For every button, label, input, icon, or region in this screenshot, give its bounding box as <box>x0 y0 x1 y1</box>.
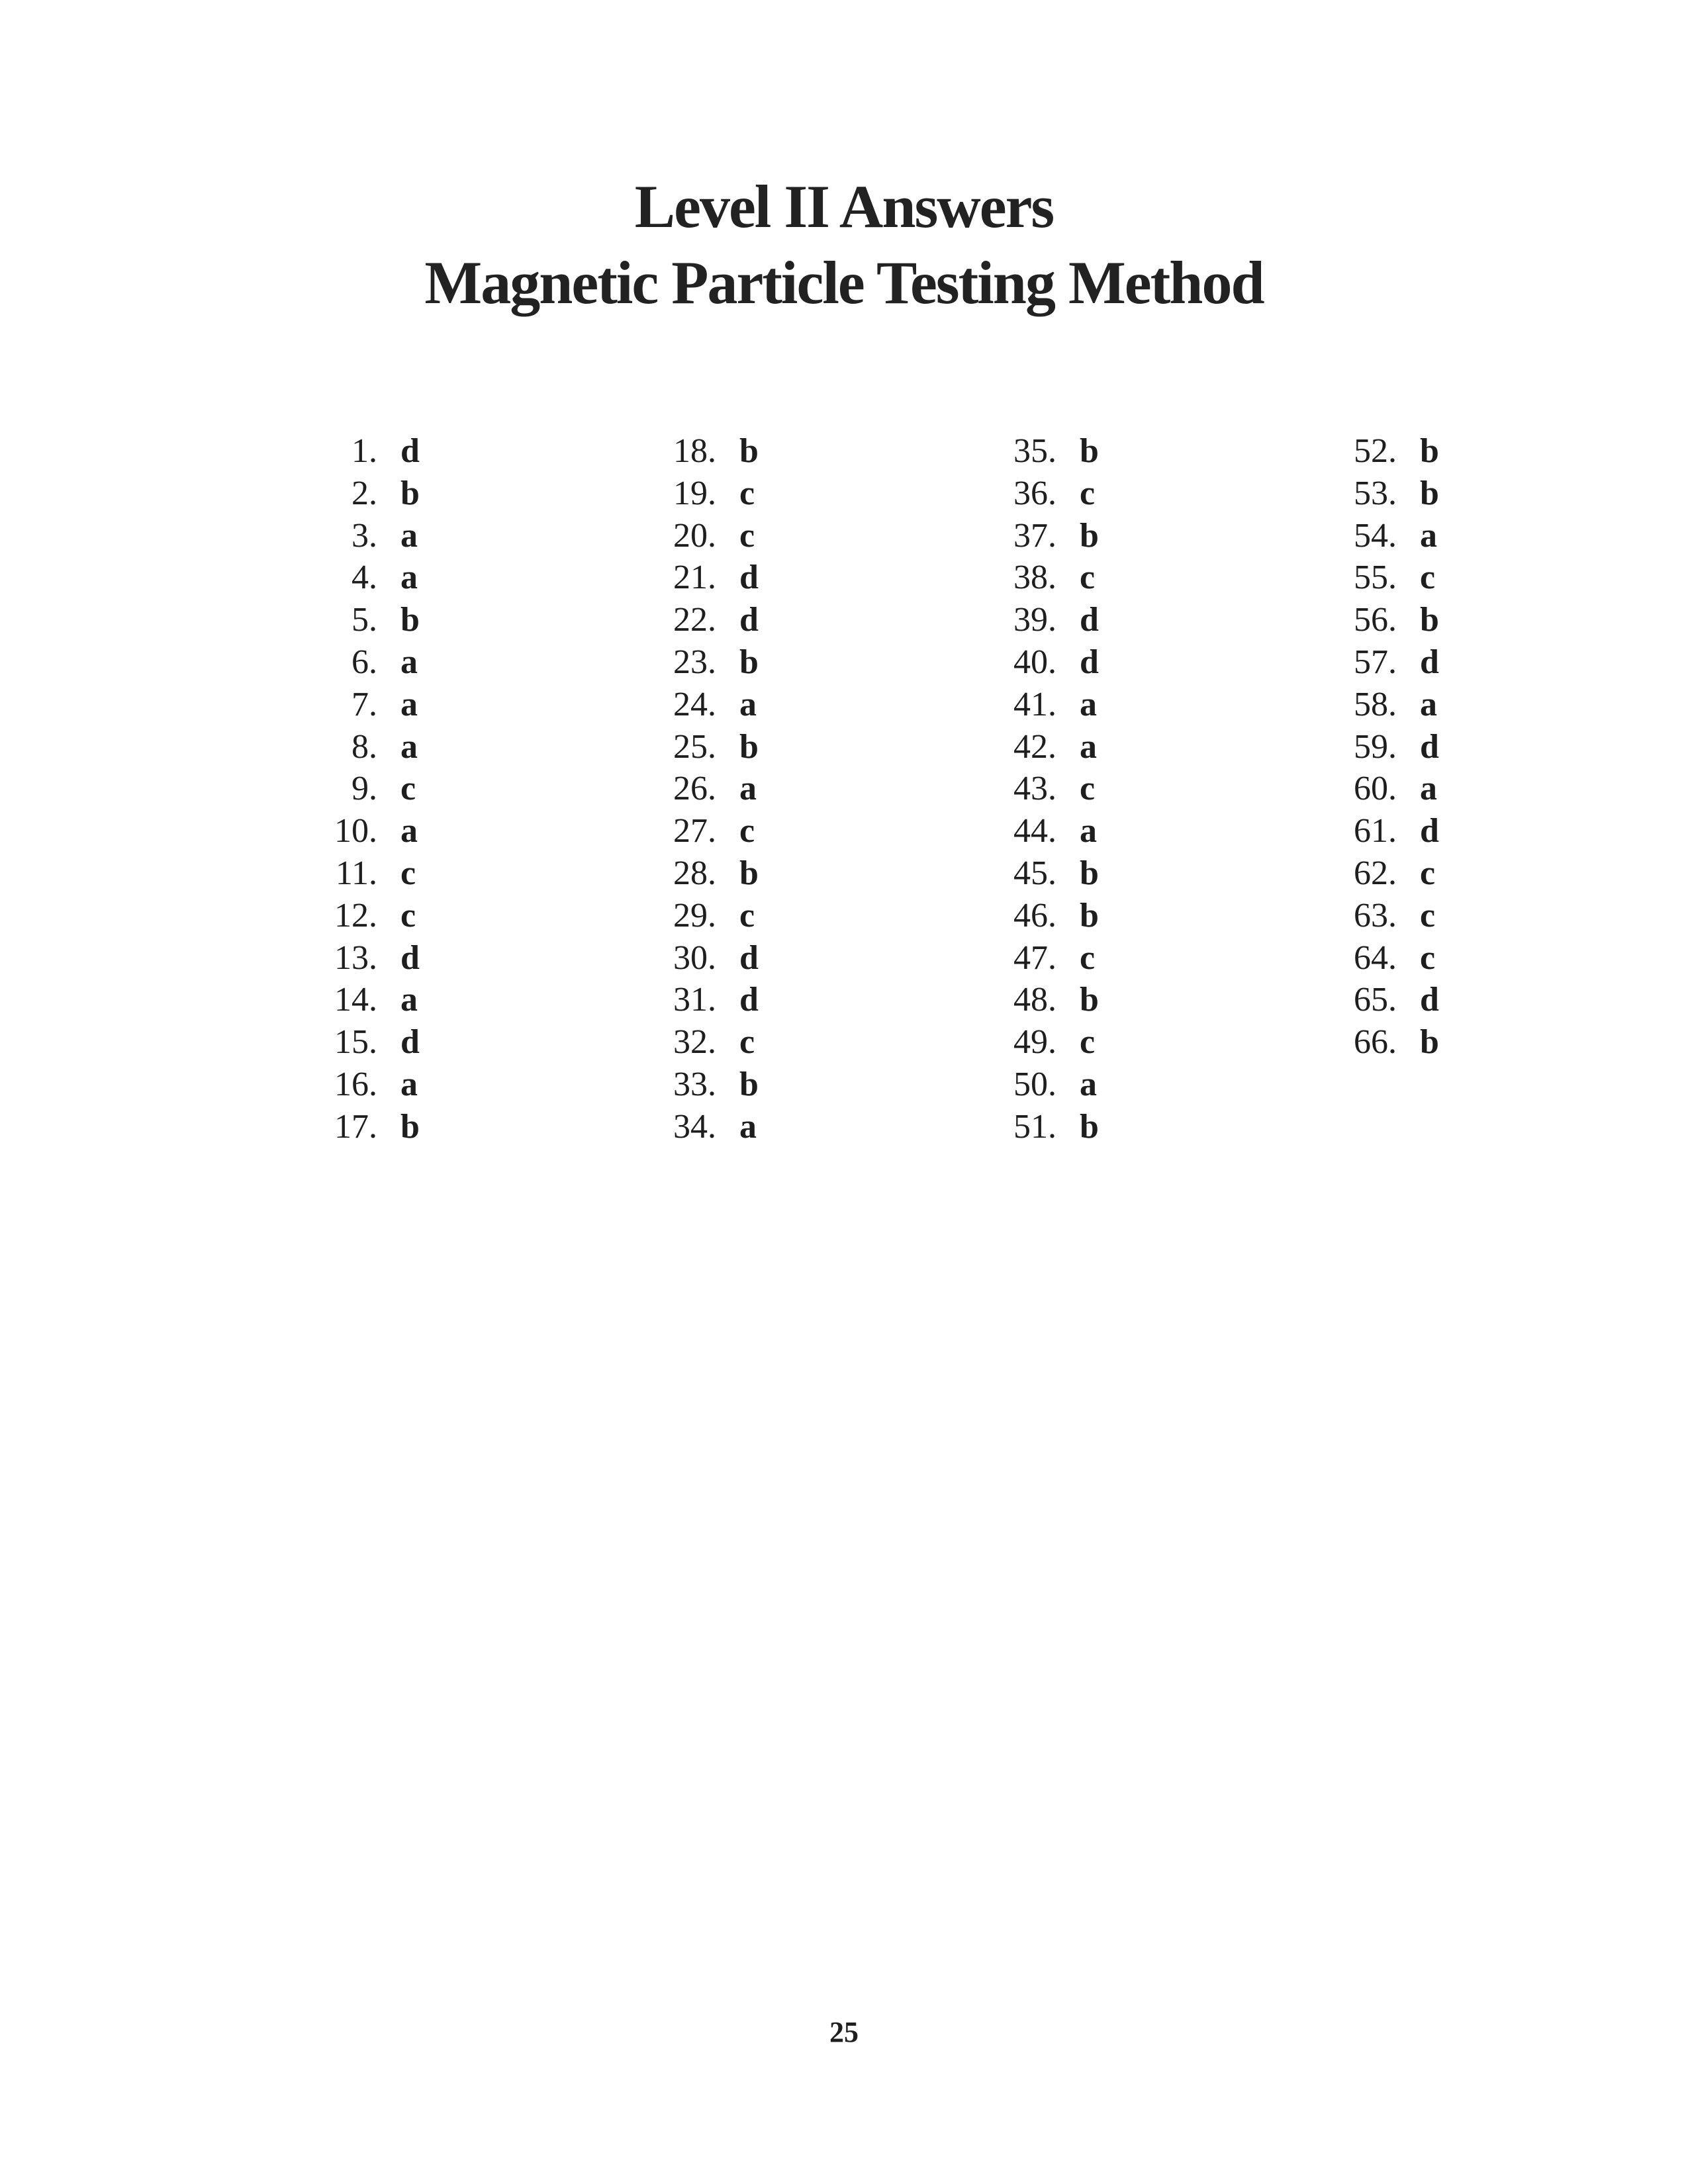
question-number: 42. <box>1013 727 1056 766</box>
question-number: 19. <box>673 474 716 512</box>
question-number: 26. <box>673 770 716 808</box>
answer-row <box>298 726 549 768</box>
answer-row <box>977 1106 1229 1148</box>
answer-letter: b <box>739 432 759 470</box>
answer-row <box>1317 1021 1569 1064</box>
answer-letter: a <box>739 770 757 808</box>
question-number: 54. <box>1354 516 1397 555</box>
question-number: 37. <box>1013 516 1056 555</box>
answer-row <box>637 1106 888 1148</box>
answer-letter: a <box>1080 727 1097 766</box>
question-number: 60. <box>1354 770 1397 808</box>
answer-row <box>637 599 888 641</box>
question-number: 32. <box>673 1023 716 1062</box>
answer-row <box>637 895 888 937</box>
question-number: 15. <box>334 1023 377 1062</box>
answer-letter: a <box>400 559 418 597</box>
answer-row <box>298 557 549 599</box>
answer-letter: a <box>1080 1065 1097 1103</box>
question-number: 13. <box>334 938 377 977</box>
answer-row <box>637 810 888 852</box>
answer-row <box>977 810 1229 852</box>
page-title <box>0 169 1688 321</box>
question-number: 12. <box>334 896 377 934</box>
answer-row <box>298 937 549 979</box>
answer-letter: b <box>1080 432 1099 470</box>
answer-row <box>977 895 1229 937</box>
question-number: 57. <box>1354 643 1397 681</box>
answer-letter: b <box>1080 516 1099 555</box>
answer-letter: b <box>739 727 759 766</box>
answer-letter: b <box>1420 474 1439 512</box>
answer-row <box>1317 515 1569 557</box>
answer-letter: b <box>1080 896 1099 934</box>
answer-letter: c <box>1080 474 1096 512</box>
answer-row <box>298 430 549 473</box>
question-number: 21. <box>673 559 716 597</box>
question-number: 63. <box>1354 896 1397 934</box>
question-number: 59. <box>1354 727 1397 766</box>
answer-row <box>977 557 1229 599</box>
answer-row <box>1317 641 1569 684</box>
answer-letter: b <box>739 1065 759 1103</box>
answer-row <box>977 768 1229 810</box>
answer-letter: a <box>1080 812 1097 850</box>
answer-letter: b <box>400 1107 420 1146</box>
answer-row <box>637 684 888 726</box>
answer-row <box>977 937 1229 979</box>
question-number: 66. <box>1354 1023 1397 1062</box>
answer-row <box>1317 684 1569 726</box>
answer-letter: a <box>1420 516 1437 555</box>
question-number: 23. <box>673 643 716 681</box>
answer-row <box>977 430 1229 473</box>
answer-row <box>298 641 549 684</box>
answer-row <box>1317 852 1569 895</box>
answer-row <box>977 641 1229 684</box>
answer-letter: a <box>1420 770 1437 808</box>
answer-letter: c <box>1420 938 1436 977</box>
answer-row <box>1317 473 1569 515</box>
answer-letter: a <box>400 1065 418 1103</box>
question-number: 45. <box>1013 854 1056 892</box>
answer-column-2 <box>637 430 888 1148</box>
answer-row <box>977 684 1229 726</box>
question-number: 1. <box>352 432 377 470</box>
answer-row <box>637 852 888 895</box>
question-number: 64. <box>1354 938 1397 977</box>
answer-key <box>0 430 1688 1224</box>
answer-row <box>298 1064 549 1106</box>
question-number: 2. <box>352 474 377 512</box>
question-number: 8. <box>352 727 377 766</box>
answer-letter: b <box>1080 981 1099 1019</box>
question-number: 51. <box>1013 1107 1056 1146</box>
answer-letter: b <box>1420 1023 1439 1062</box>
question-number: 40. <box>1013 643 1056 681</box>
question-number: 29. <box>673 896 716 934</box>
answer-letter: a <box>1080 685 1097 723</box>
answer-row <box>977 852 1229 895</box>
answer-row <box>637 557 888 599</box>
answer-row <box>298 1021 549 1064</box>
answer-row <box>977 599 1229 641</box>
question-number: 14. <box>334 981 377 1019</box>
answer-row <box>298 768 549 810</box>
answer-row <box>298 979 549 1021</box>
answer-row <box>637 515 888 557</box>
question-number: 46. <box>1013 896 1056 934</box>
answer-letter: b <box>1420 601 1439 639</box>
answer-letter: c <box>1080 938 1096 977</box>
answer-row <box>298 515 549 557</box>
question-number: 62. <box>1354 854 1397 892</box>
answer-row <box>637 641 888 684</box>
answer-column-4 <box>1317 430 1569 1064</box>
answer-letter: d <box>400 938 420 977</box>
question-number: 33. <box>673 1065 716 1103</box>
question-number: 52. <box>1354 432 1397 470</box>
question-number: 56. <box>1354 601 1397 639</box>
question-number: 47. <box>1013 938 1056 977</box>
answer-row <box>298 684 549 726</box>
answer-row <box>1317 599 1569 641</box>
answer-letter: d <box>1420 812 1439 850</box>
question-number: 49. <box>1013 1023 1056 1062</box>
answer-letter: a <box>400 643 418 681</box>
answer-row <box>1317 768 1569 810</box>
answer-letter: d <box>400 432 420 470</box>
answer-letter: a <box>1420 685 1437 723</box>
question-number: 16. <box>334 1065 377 1103</box>
answer-row <box>977 1021 1229 1064</box>
question-number: 3. <box>352 516 377 555</box>
answer-letter: c <box>1420 896 1436 934</box>
question-number: 27. <box>673 812 716 850</box>
question-number: 22. <box>673 601 716 639</box>
title-line-2: Magnetic Particle Testing Method <box>424 249 1264 316</box>
question-number: 39. <box>1013 601 1056 639</box>
answer-letter: b <box>1420 432 1439 470</box>
answer-letter: a <box>400 981 418 1019</box>
answer-letter: a <box>400 812 418 850</box>
answer-row <box>977 1064 1229 1106</box>
question-number: 31. <box>673 981 716 1019</box>
answer-letter: c <box>739 812 755 850</box>
question-number: 6. <box>352 643 377 681</box>
answer-letter: d <box>1420 727 1439 766</box>
question-number: 20. <box>673 516 716 555</box>
answer-column-3 <box>977 430 1229 1148</box>
question-number: 61. <box>1354 812 1397 850</box>
answer-row <box>977 726 1229 768</box>
answer-row <box>298 852 549 895</box>
answer-row <box>977 473 1229 515</box>
answer-row <box>637 937 888 979</box>
answer-row <box>1317 810 1569 852</box>
answer-row <box>1317 937 1569 979</box>
answer-row <box>1317 557 1569 599</box>
question-number: 41. <box>1013 685 1056 723</box>
question-number: 30. <box>673 938 716 977</box>
answer-letter: a <box>400 685 418 723</box>
question-number: 34. <box>673 1107 716 1146</box>
answer-letter: c <box>739 474 755 512</box>
answer-row <box>977 979 1229 1021</box>
answer-row <box>637 979 888 1021</box>
answer-row <box>637 768 888 810</box>
answer-row <box>637 1064 888 1106</box>
question-number: 36. <box>1013 474 1056 512</box>
question-number: 38. <box>1013 559 1056 597</box>
question-number: 43. <box>1013 770 1056 808</box>
answer-letter: d <box>739 938 759 977</box>
answer-row <box>1317 726 1569 768</box>
answer-row <box>637 726 888 768</box>
answer-letter: c <box>1080 770 1096 808</box>
answer-letter: c <box>739 1023 755 1062</box>
answer-letter: c <box>739 896 755 934</box>
answer-letter: c <box>1080 1023 1096 1062</box>
answer-letter: c <box>400 896 416 934</box>
answer-letter: d <box>739 601 759 639</box>
question-number: 55. <box>1354 559 1397 597</box>
question-number: 9. <box>352 770 377 808</box>
question-number: 7. <box>352 685 377 723</box>
question-number: 58. <box>1354 685 1397 723</box>
answer-letter: a <box>739 1107 757 1146</box>
answer-letter: b <box>400 474 420 512</box>
question-number: 10. <box>334 812 377 850</box>
answer-letter: c <box>1420 854 1436 892</box>
answer-row <box>298 473 549 515</box>
answer-letter: c <box>400 770 416 808</box>
question-number: 50. <box>1013 1065 1056 1103</box>
question-number: 5. <box>352 601 377 639</box>
question-number: 17. <box>334 1107 377 1146</box>
answer-column-1 <box>298 430 549 1148</box>
answer-letter: d <box>739 981 759 1019</box>
answer-row <box>298 1106 549 1148</box>
question-number: 53. <box>1354 474 1397 512</box>
answer-row <box>637 473 888 515</box>
answer-letter: b <box>1080 854 1099 892</box>
answer-row <box>637 430 888 473</box>
question-number: 4. <box>352 559 377 597</box>
question-number: 35. <box>1013 432 1056 470</box>
answer-letter: d <box>1420 643 1439 681</box>
answer-letter: d <box>1420 981 1439 1019</box>
answer-row <box>637 1021 888 1064</box>
answer-letter: c <box>1420 559 1436 597</box>
question-number: 65. <box>1354 981 1397 1019</box>
answer-letter: d <box>739 559 759 597</box>
answer-letter: d <box>1080 643 1099 681</box>
question-number: 25. <box>673 727 716 766</box>
answer-letter: a <box>400 727 418 766</box>
question-number: 44. <box>1013 812 1056 850</box>
answer-letter: b <box>739 643 759 681</box>
answer-letter: b <box>400 601 420 639</box>
answer-letter: b <box>739 854 759 892</box>
answer-letter: c <box>1080 559 1096 597</box>
answer-row <box>977 515 1229 557</box>
answer-letter: c <box>739 516 755 555</box>
answer-row <box>298 810 549 852</box>
page-number: 25 <box>829 2016 859 2048</box>
question-number: 24. <box>673 685 716 723</box>
answer-letter: b <box>1080 1107 1099 1146</box>
answer-row <box>298 895 549 937</box>
question-number: 18. <box>673 432 716 470</box>
question-number: 11. <box>335 854 377 892</box>
answer-letter: c <box>400 854 416 892</box>
answer-row <box>298 599 549 641</box>
answer-letter: a <box>739 685 757 723</box>
answer-letter: d <box>400 1023 420 1062</box>
question-number: 28. <box>673 854 716 892</box>
answer-letter: d <box>1080 601 1099 639</box>
answer-row <box>1317 979 1569 1021</box>
title-line-1: Level II Answers <box>634 173 1054 240</box>
answer-row <box>1317 895 1569 937</box>
answer-row <box>1317 430 1569 473</box>
question-number: 48. <box>1013 981 1056 1019</box>
answer-letter: a <box>400 516 418 555</box>
